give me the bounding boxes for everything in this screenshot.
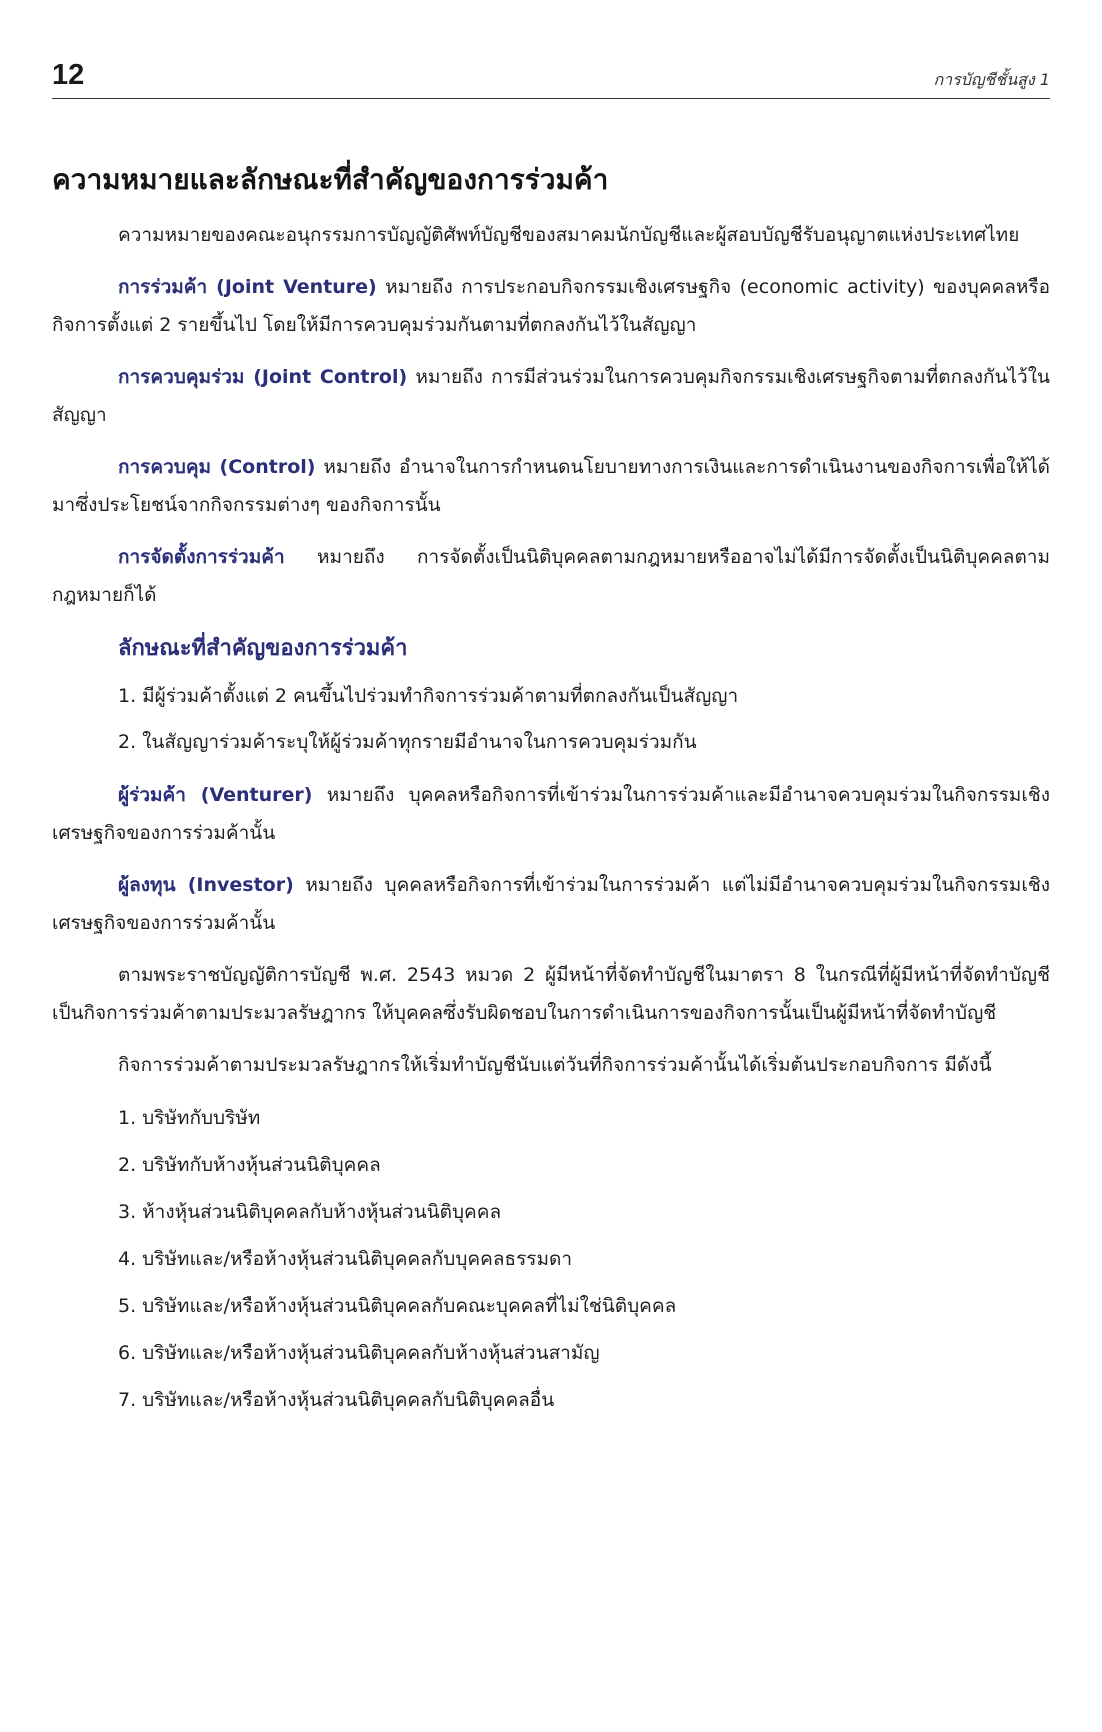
- page-content: [52, 160, 1050, 1434]
- list-text: บริษัทและ/หรือห้างหุ้นส่วนนิติบุคคลกับห้างหุ้นส่วนสามัญ: [142, 1342, 600, 1364]
- running-head: การบัญชีชั้นสูง 1: [933, 70, 1050, 89]
- definition-term: ผู้ลงทุน (Investor): [118, 874, 294, 896]
- definition-control: [52, 448, 1050, 524]
- list-number: 3.: [118, 1201, 137, 1223]
- definition-term: การควบคุม (Control): [118, 456, 316, 478]
- list-number: 1.: [118, 685, 137, 707]
- list-number: 7.: [118, 1389, 137, 1411]
- definition-venturer: [52, 776, 1050, 852]
- list-item: [118, 722, 1050, 762]
- definition-text: หมายถึง อำนาจในการกำหนดนโยบายทางการเงินและการดำเนินงานของกิจการเพื่อให้ได้มาซึ่งประโยชน์จากกิจกรรมต่างๆ ของกิจการนั้น: [52, 456, 1050, 516]
- list-number: 2.: [118, 731, 137, 753]
- definition-term: การร่วมค้า (Joint Venture): [118, 276, 377, 298]
- list-item: [118, 1239, 1050, 1279]
- list-text: บริษัทและ/หรือห้างหุ้นส่วนนิติบุคคลกับนิติบุคคลอื่น: [142, 1389, 555, 1411]
- definition-term: การควบคุมร่วม (Joint Control): [118, 366, 408, 388]
- list-number: 6.: [118, 1342, 137, 1364]
- definition-text: หมายถึง การประกอบกิจกรรมเชิงเศรษฐกิจ (economic activity) ของบุคคลหรือกิจการตั้งแต่ 2 รายขึ้นไป โดยให้มีการควบคุมร่วมกันตามที่ตกลงกันไว้ในสัญญา: [52, 276, 1050, 336]
- definition-establishment: [52, 538, 1050, 614]
- list-item: [118, 1286, 1050, 1326]
- subsection-heading: ลักษณะที่สำคัญของการร่วมค้า: [118, 635, 408, 661]
- list-number: 2.: [118, 1154, 137, 1176]
- list-number: 4.: [118, 1248, 137, 1270]
- list-number: 5.: [118, 1295, 137, 1317]
- list-item: [118, 676, 1050, 716]
- definition-term: การจัดตั้งการร่วมค้า: [118, 546, 285, 568]
- list-text: บริษัทกับบริษัท: [142, 1107, 261, 1129]
- definition-text: หมายถึง บุคคลหรือกิจการที่เข้าร่วมในการร่วมค้า แต่ไม่มีอำนาจควบคุมร่วมในกิจกรรมเชิงเศรษฐกิจของการร่วมค้านั้น: [52, 874, 1050, 934]
- list-item: [118, 1192, 1050, 1232]
- list-item: [118, 1380, 1050, 1420]
- list-item: [118, 1145, 1050, 1185]
- page-header: [52, 58, 1050, 99]
- list-text: มีผู้ร่วมค้าตั้งแต่ 2 คนขึ้นไปร่วมทำกิจการร่วมค้าตามที่ตกลงกันเป็นสัญญา: [142, 685, 739, 707]
- list-number: 1.: [118, 1107, 137, 1129]
- definition-text: หมายถึง การจัดตั้งเป็นนิติบุคคลตามกฎหมายหรืออาจไม่ได้มีการจัดตั้งเป็นนิติบุคคลตามกฎหมายก็ได้: [52, 546, 1050, 606]
- list-text: ห้างหุ้นส่วนนิติบุคคลกับห้างหุ้นส่วนนิติบุคคล: [142, 1201, 502, 1223]
- tax-paragraph: กิจการร่วมค้าตามประมวลรัษฎากรให้เริ่มทำบัญชีนับแต่วันที่กิจการร่วมค้านั้นได้เริ่มต้นประกอบกิจการ มีดังนี้: [118, 1054, 992, 1076]
- page-number: 12: [52, 59, 85, 91]
- tax-joint-venture-list: [118, 1098, 1050, 1420]
- list-item: [118, 1098, 1050, 1138]
- list-text: บริษัทและ/หรือห้างหุ้นส่วนนิติบุคคลกับคณะบุคคลที่ไม่ใช่นิติบุคคล: [142, 1295, 677, 1317]
- definition-text: หมายถึง บุคคลหรือกิจการที่เข้าร่วมในการร่วมค้าและมีอำนาจควบคุมร่วมในกิจกรรมเชิงเศรษฐกิจของการร่วมค้านั้น: [52, 784, 1050, 844]
- intro-paragraph: ความหมายของคณะอนุกรรมการบัญญัติศัพท์บัญชีของสมาคมนักบัญชีและผู้สอบบัญชีรับอนุญาตแห่งประเทศไทย: [118, 224, 1020, 246]
- definition-joint-control: [52, 358, 1050, 434]
- law-paragraph: ตามพระราชบัญญัติการบัญชี พ.ศ. 2543 หมวด 2 ผู้มีหน้าที่จัดทำบัญชีในมาตรา 8 ในกรณีที่ผู้มีหน้าที่จัดทำบัญชีเป็นกิจการร่วมค้าตามประมวลรัษฎากร ให้บุคคลซึ่งรับผิดชอบในการดำเนินการของกิจการนั้นเป็นผู้มีหน้าที่จัดทำบัญชี: [52, 964, 1050, 1024]
- section-heading: ความหมายและลักษณะที่สำคัญของการร่วมค้า: [52, 163, 609, 196]
- list-text: บริษัทและ/หรือห้างหุ้นส่วนนิติบุคคลกับบุคคลธรรมดา: [142, 1248, 573, 1270]
- list-text: ในสัญญาร่วมค้าระบุให้ผู้ร่วมค้าทุกรายมีอำนาจในการควบคุมร่วมกัน: [142, 731, 697, 753]
- characteristics-list: [118, 676, 1050, 762]
- list-text: บริษัทกับห้างหุ้นส่วนนิติบุคคล: [142, 1154, 381, 1176]
- definition-investor: [52, 866, 1050, 942]
- definition-term: ผู้ร่วมค้า (Venturer): [118, 784, 313, 806]
- list-item: [118, 1333, 1050, 1373]
- definition-joint-venture: [52, 268, 1050, 344]
- definition-text: หมายถึง การมีส่วนร่วมในการควบคุมกิจกรรมเชิงเศรษฐกิจตามที่ตกลงกันไว้ในสัญญา: [52, 366, 1050, 426]
